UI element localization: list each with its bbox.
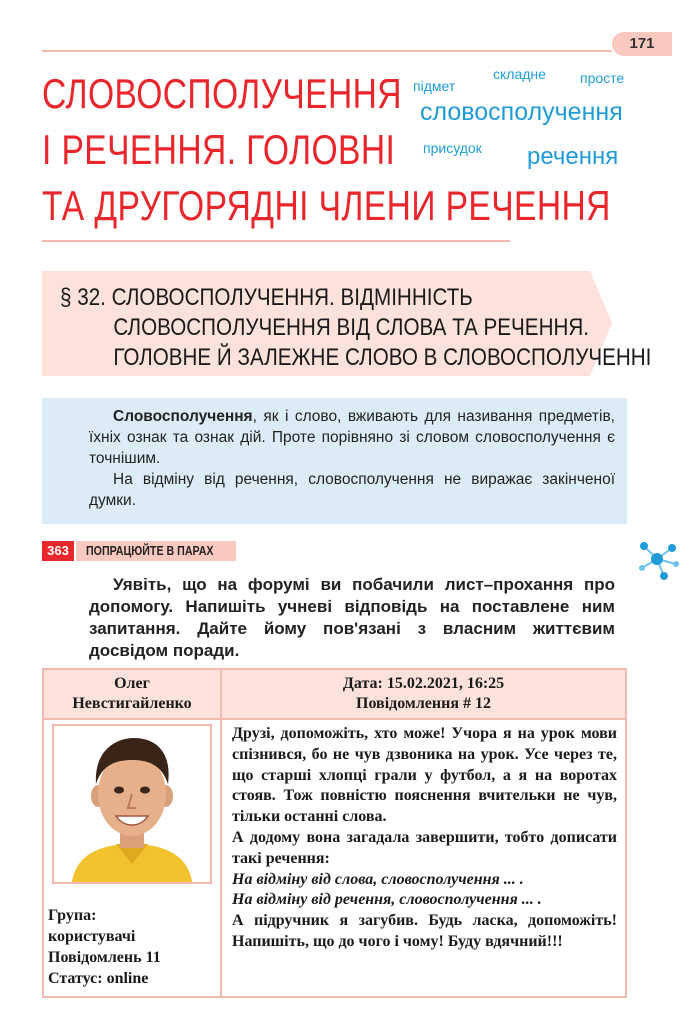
theory-definition: , як і слово, вживають для називання предметів, їхніх ознак та ознак дій. Проте порівняно зі словом словосполучення є точнішим. [89, 408, 615, 467]
paragraph-title-line: § 32. СЛОВОСПОЛУЧЕННЯ. ВІДМІННІСТЬ [60, 284, 473, 311]
user-status: Статус: online [48, 970, 149, 987]
paragraph-title [60, 283, 652, 373]
paragraph-title-line: ГОЛОВНЕ Й ЗАЛЕЖНЕ СЛОВО В СЛОВОСПОЛУЧЕННІ [113, 344, 652, 371]
exercise-task [89, 574, 615, 662]
post-number: Повідомлення # 12 [356, 695, 491, 712]
user-info [48, 905, 220, 989]
theory-paragraph [89, 406, 615, 469]
molecule-icon [632, 534, 682, 584]
title-underline [42, 240, 510, 242]
boy-portrait [54, 726, 210, 882]
chapter-title-line: СЛОВОСПОЛУЧЕННЯ [42, 70, 402, 117]
exercise-number: 363 [42, 541, 74, 561]
post-meta [222, 674, 625, 714]
page-number: 171 [612, 32, 672, 56]
theory-term: Словосполучення [113, 408, 253, 425]
avatar [52, 724, 212, 884]
word-cloud-item: складне [493, 66, 546, 82]
message-paragraph: А підручник я загубив. Будь ласка, допоможіть! Напишіть, що до чого і чому! Буду вдячний!!! [232, 912, 617, 950]
author-name [44, 674, 220, 714]
message-sentence-stem: На відміну від речення, словосполучення ... . [232, 891, 542, 909]
chapter-title-line: І РЕЧЕННЯ. ГОЛОВНІ [42, 126, 396, 173]
forum-message [232, 724, 617, 953]
chapter-title-line: ТА ДРУГОРЯДНІ ЧЛЕНИ РЕЧЕННЯ [42, 182, 611, 229]
author-first-name: Олег [114, 675, 150, 692]
theory-text [89, 406, 615, 511]
user-group-value: користувачі [48, 928, 136, 945]
word-cloud-item: підмет [413, 78, 456, 94]
task-paragraph: Уявіть, що на форумі ви побачили лист–прохання про допомогу. Напишіть учневі відповідь на поставлене ним запитання. Дайте йому пов'язані з власним життєвим досвідом поради. [89, 575, 615, 660]
word-cloud-item: словосполучення [420, 98, 623, 126]
pair-work-icon [632, 534, 682, 584]
theory-paragraph: На відміну від речення, словосполучення не виражає закінченої думки. [89, 471, 615, 509]
word-cloud-item: просте [580, 70, 625, 86]
user-group-label: Група: [48, 907, 97, 924]
message-paragraph: А додому вона загадала завершити, тобто дописати такі речення: [232, 828, 617, 867]
header-rule [42, 50, 612, 52]
exercise-label: ПОПРАЦЮЙТЕ В ПАРАХ [86, 543, 214, 558]
word-cloud-item: присудок [423, 140, 482, 156]
word-cloud-item: речення [527, 143, 619, 170]
message-paragraph: Друзі, допоможіть, хто може! Учора я на урок мови спізнився, бо не чув дзвоника на урок. Усе через те, що старші хлопці грали у футбол, а я на воротах стояв. Тож повністю пояснення вчительки не чув, тільки останні слова. [232, 725, 617, 826]
paragraph-title-line: СЛОВОСПОЛУЧЕННЯ ВІД СЛОВА ТА РЕЧЕННЯ. [113, 314, 590, 341]
message-sentence-stem: На відміну від слова, словосполучення ... . [232, 870, 524, 888]
post-date: Дата: 15.02.2021, 16:25 [342, 675, 505, 692]
user-post-count: Повідомлень 11 [48, 949, 161, 966]
forum-divider-horizontal [44, 718, 625, 720]
author-last-name: Невстигайленко [72, 695, 192, 712]
